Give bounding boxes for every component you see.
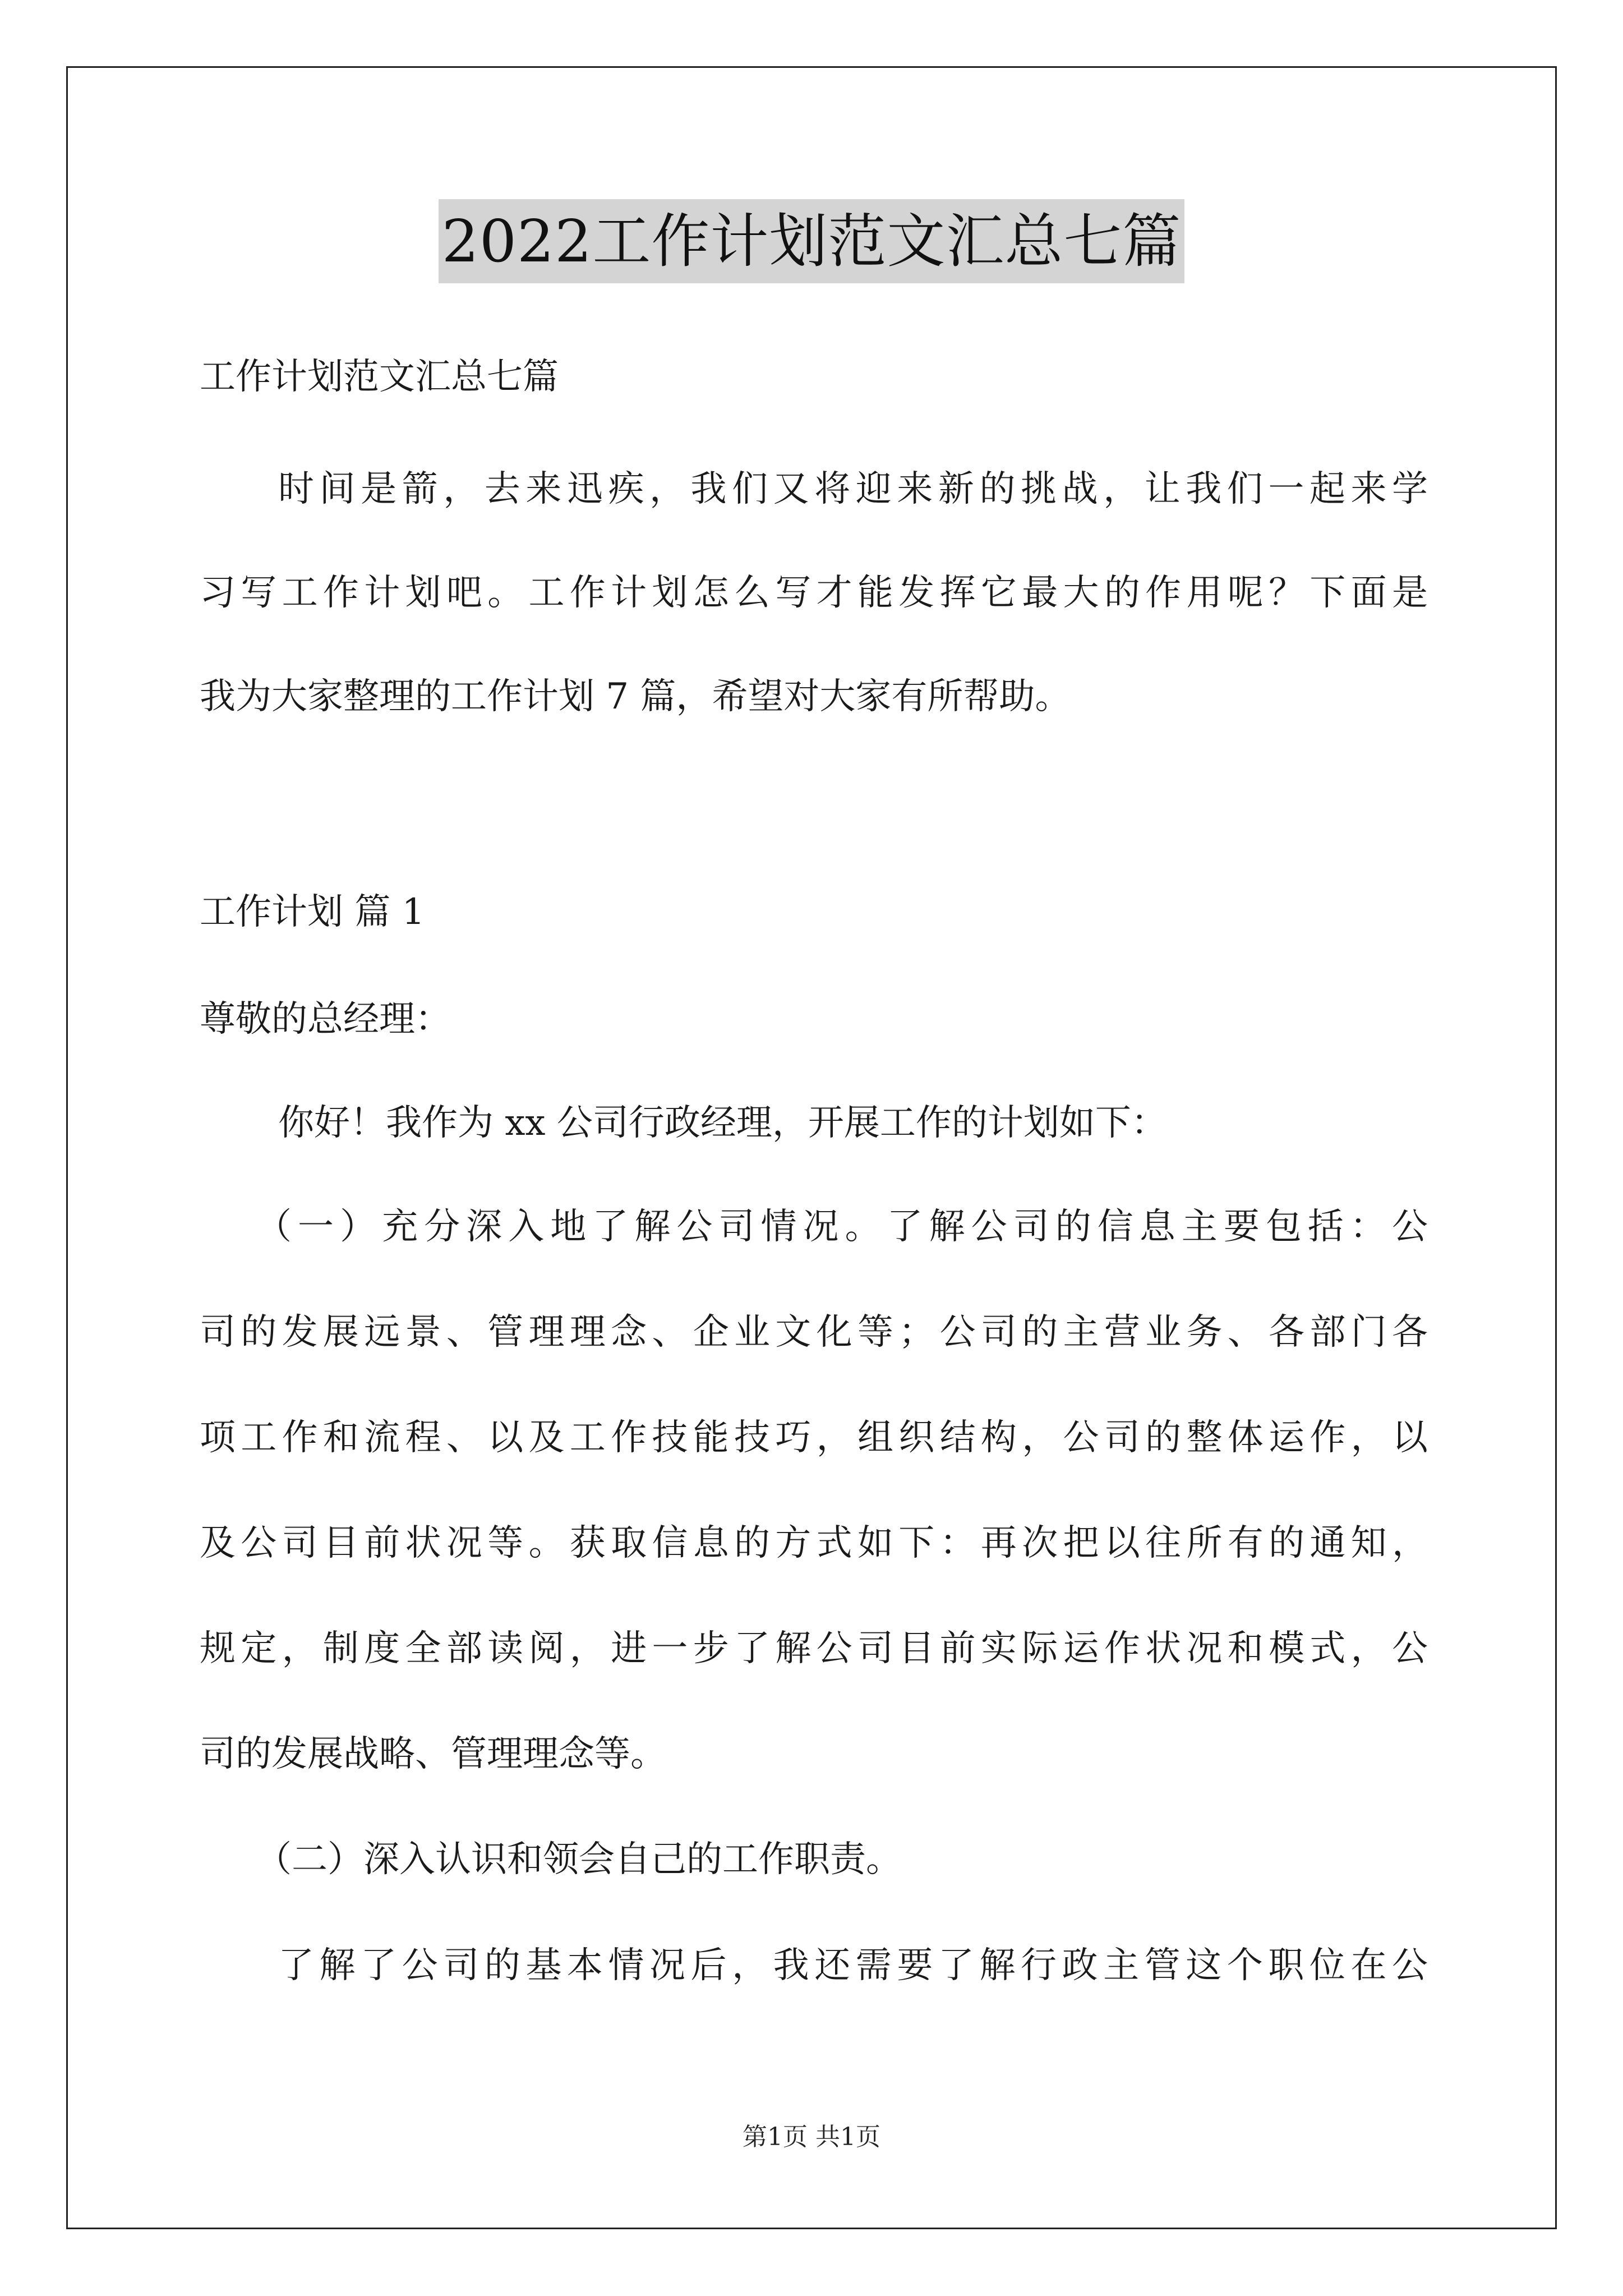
section-heading: 工作计划 篇 1 <box>200 891 425 933</box>
intro-line-1: 时间是箭，去来迅疾，我们又将迎来新的挑战，让我们一起来学 <box>278 468 1428 510</box>
salutation: 尊敬的总经理： <box>200 999 451 1040</box>
item1-line-5: 规定，制度全部读阅，进一步了解公司目前实际运作状况和模式，公 <box>200 1628 1428 1669</box>
item1-line-6: 司的发展战略、管理理念等。 <box>200 1733 666 1775</box>
item1-line-4: 及公司目前状况等。获取信息的方式如下：再次把以往所有的通知， <box>200 1522 1428 1564</box>
item1-line-2: 司的发展远景、管理理念、企业文化等；公司的主营业务、各部门各 <box>200 1312 1428 1353</box>
greeting: 你好！我作为 xx 公司行政经理，开展工作的计划如下： <box>278 1102 1167 1144</box>
body-last-line: 了解了公司的基本情况后，我还需要了解行政主管这个职位在公 <box>278 1945 1428 1986</box>
document-subtitle: 工作计划范文汇总七篇 <box>200 356 559 398</box>
intro-line-2: 习写工作计划吧。工作计划怎么写才能发挥它最大的作用呢？下面是 <box>200 572 1428 614</box>
document-title: 2022工作计划范文汇总七篇 <box>439 199 1185 283</box>
intro-line-3: 我为大家整理的工作计划 7 篇，希望对大家有所帮助。 <box>200 676 1071 717</box>
item1-line-1: （一）充分深入地了解公司情况。了解公司的信息主要包括：公 <box>256 1206 1428 1248</box>
item1-line-3: 项工作和流程、以及工作技能技巧，组织结构，公司的整体运作，以 <box>200 1417 1428 1458</box>
item2-heading: （二）深入认识和领会自己的工作职责。 <box>256 1839 902 1880</box>
title-block <box>0 199 1623 283</box>
page-footer: 第1页 共1页 <box>743 2123 880 2151</box>
